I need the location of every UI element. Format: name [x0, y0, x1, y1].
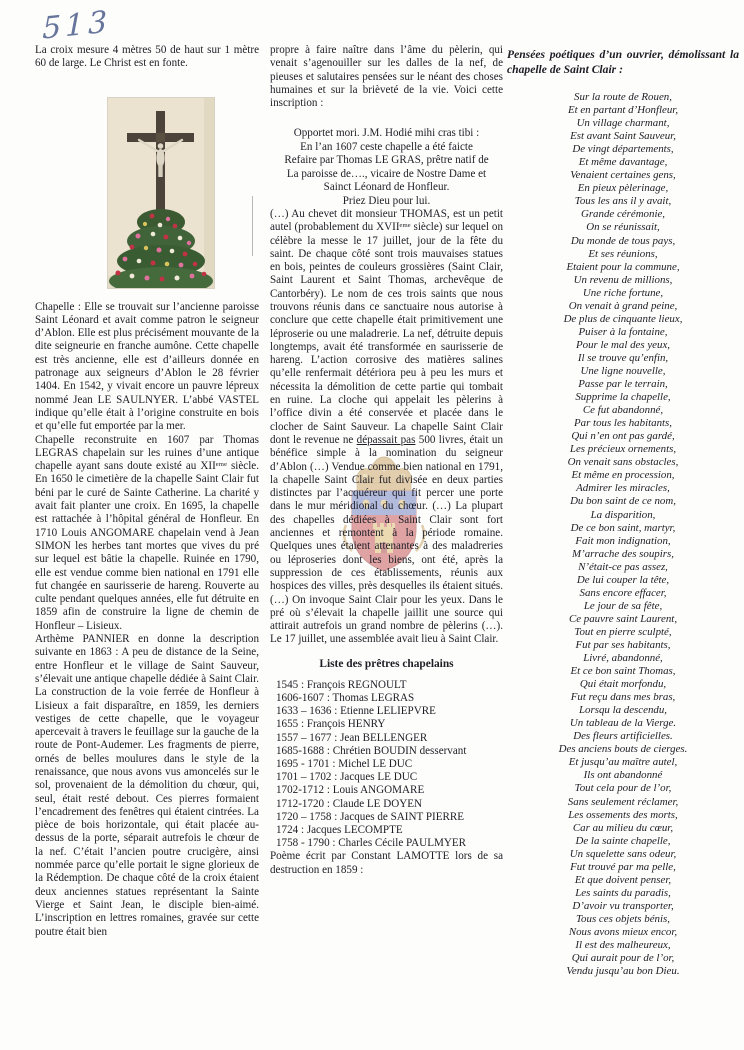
poem-line: N’était-ce pas assez,	[578, 560, 668, 573]
priest-entry: 1557 – 1677 : Jean BELLENGER	[276, 731, 428, 744]
poem-line: De la sainte chapelle,	[575, 834, 671, 847]
poem-line: Il est des malheureux,	[575, 939, 671, 952]
poem-line: Fut par ses habitants,	[575, 638, 671, 651]
poem-line: Qui était morfondu,	[579, 678, 667, 691]
poem-line: Puiser à la fontaine,	[578, 325, 668, 338]
poem-line: On venait à grand peine,	[568, 299, 678, 312]
poem-line: Un village charmant,	[576, 117, 670, 130]
priest-entry: 1724 : Jacques LECOMPTE	[276, 823, 403, 836]
poem-line: Et en partant d’Honfleur,	[567, 104, 679, 117]
poem-line: Ce fut abandonné,	[582, 404, 664, 417]
poem-line: Fait mon indignation,	[575, 534, 671, 547]
priest-entry: 1712-1720 : Claude LE DOYEN	[276, 797, 423, 810]
poem-line: Des anciens bouts de cierges.	[558, 743, 688, 756]
poem-line: Ce pauvre saint Laurent,	[568, 612, 678, 625]
poem-line: Etaient pour la commune,	[566, 260, 680, 273]
poem-line: Livré, abandonné,	[583, 652, 663, 665]
poem-line: De ce bon saint, martyr,	[570, 521, 676, 534]
poem-line: La disparition,	[590, 508, 656, 521]
inscription-line: Refaire par Thomas LE GRAS, prêtre natif de	[284, 154, 489, 167]
priest-entry: 1702-1712 : Louis ANGOMARE	[276, 784, 425, 797]
poem-line: Des fleurs artificielles.	[573, 730, 673, 743]
poem-line: Qui aurait pour de l’or,	[571, 952, 675, 965]
poem-line: Et que doivent penser,	[574, 873, 672, 886]
inscription-line: Priez Dieu pour lui.	[342, 194, 431, 207]
thomas-description-paragraph	[270, 208, 503, 647]
description-text-before: (…) Au chevet dit monsieur THOMAS, est un petit autel (probablement du XVIIᵉᵐᵉ siècle) sur lequel on célèbre la messe le 17 juillet, jour de la fête du saint. De chaque côté sont trois mauvaises statues en bois, peintes de couleurs grossières (Saint Clair, Saint Laurent et Saint Thomas, archevêque de Cantorbéry). Le nom de ces trois saints que nous trouvons réunis dans ce sanctuaire nous autorise à conclure que cette chapelle était primitivement une léproserie ou une maladrerie. La nef, détruite depuis longtemps, avait été transformée en saurisserie de hareng. L’action corrosive des matières salines qu’elle renfermait détériora peu à peu les murs et nécessita la démolition de cette partie qui tombait en ruine. La cloche qui appelait les pèlerins à l’office divin a été conservée et placée dans le clocher de Saint Sauveur. La chapelle Saint Clair dont le revenue ne	[270, 207, 503, 446]
poem-line: Et ce bon saint Thomas,	[570, 665, 676, 678]
priest-entry: 1655 : François HENRY	[276, 718, 386, 731]
poem-attribution-paragraph: Poème écrit par Constant LAMOTTE lors de sa destruction en 1859 :	[270, 850, 503, 876]
inscription-line: Opportet mori. J.M. Hodié mihi cras tibi :	[293, 127, 480, 140]
chapelle-history-paragraph: Chapelle : Elle se trouvait sur l’ancienne paroisse Saint Léonard et avait comme patron le seigneur d’Ablon. Elle est plus précisément mouvante de la dite seigneurie en franche aumône. Cette chapelle est très ancienne, elle est d’ailleurs donnée en patronage aux seigneurs d’Ablon le 28 février 1404. En 1542, y vivait encore un pauvre lépreux nommé Jean LE SAULNYER. L’abbé VASTEL indique qu’elle était à l’origine construite en bois et qu’elle fut emportée par la mer.	[35, 300, 259, 433]
inscription-line: Sainct Léonard de Honfleur.	[323, 181, 450, 194]
poem-line: Lorsqu la descendu,	[578, 704, 668, 717]
crucifix-with-flowers-icon	[108, 98, 214, 288]
priest-entry: 1701 – 1702 : Jacques LE DUC	[276, 771, 418, 784]
poem-line: Nous avons mieux encor,	[568, 926, 678, 938]
poem-line: Admirer les miracles,	[576, 482, 670, 495]
poem-title: Pensées poétiques d’un ouvrier, démolissant la chapelle de Saint Clair :	[507, 48, 739, 76]
poem-line: Les précieux ornements,	[569, 443, 677, 456]
priest-entry: 1545 : François REGNOULT	[276, 678, 407, 691]
poem-line: Et jusqu’au maître autel,	[568, 756, 678, 769]
poem-line: Car au milieu du cœur,	[572, 821, 674, 834]
poem-line: Une riche fortune,	[582, 286, 664, 299]
priests-list	[270, 679, 503, 851]
description-text-after: 500 livres, était un bénéfice simple à la nomination du seigneur d’Ablon (…) Vendue comme bien national en 1791, la chapelle Saint Clair fut divisée en deux parties distinctes par l’acquéreur qui fit percer une porte dans le mur méridional du chœur. (…) La plupart des chapelles dédiées à Saint Clair sont fort anciennes et remontent à la période romaine. Quelques unes étaient attenantes à des maladreries ou léproseries dont les biens, ont été, après la suppression de ces établissements, réunis aux hospices des villes, près desquelles ils étaient situés. (…) On invoque Saint Clair pour les yeux. Dans le pré où s’élevait la chapelle jaillit une source qui attirait autrefois un grand nombre de pèlerins (…). Le 17 juillet, une assemblée avait lieu à Saint Clair.	[270, 433, 504, 646]
poem-line: Sans encore effacer,	[579, 586, 667, 599]
poem-line: Le jour de sa fête,	[583, 599, 663, 612]
priest-entry: 1606-1607 : Thomas LEGRAS	[276, 691, 415, 704]
poem-line: De plus de cinquante lieux,	[563, 312, 683, 325]
priest-entry: 1685-1688 : Chrétien BOUDIN desservant	[276, 744, 467, 757]
middle-column	[270, 44, 503, 877]
inscription-line: En l’an 1607 ceste chapelle a été faicte	[300, 140, 473, 153]
cross-dimensions-paragraph: La croix mesure 4 mètres 50 de haut sur 1 mètre 60 de large. Le Christ est en fonte.	[35, 44, 259, 70]
poem-line: Tout en pierre sculpté,	[574, 625, 672, 638]
priest-entry: 1695 - 1701 : Michel LE DUC	[276, 757, 413, 770]
priest-entry: 1633 – 1636 : Etienne LELIEPVRE	[276, 705, 436, 718]
poem-line: Pour le mal des yeux,	[575, 338, 671, 351]
poem-line: Un revenu de millions,	[573, 273, 673, 286]
poem-line: On venait sans obstacles,	[567, 456, 679, 469]
poem-line: Un squelette sans odeur,	[569, 847, 677, 860]
priests-list-title: Liste des prêtres chapelains	[319, 657, 454, 670]
poem-line: Tous les ans il y avait,	[574, 195, 672, 208]
poem-line: Et même davantage,	[578, 156, 668, 169]
underlined-phrase: dépassait pas	[356, 433, 416, 446]
poem-line: D’avoir vu transporter,	[572, 899, 674, 912]
poem-line: Et ses réunions,	[588, 247, 658, 260]
poem-body	[507, 91, 739, 978]
poem-line: Les ossements des morts,	[568, 808, 678, 821]
poem-line: Les saints du paradis,	[575, 886, 671, 899]
poem-line: Une ligne nouvelle,	[580, 364, 666, 377]
crucifix-photo	[108, 98, 214, 288]
poem-line: Fut trouvé par ma pelle,	[570, 860, 676, 873]
poem-line: En pieux pèlerinage,	[577, 182, 669, 195]
poem-line: Il se trouve qu’enfin,	[577, 351, 669, 364]
right-column	[507, 48, 739, 978]
poem-line: M’arrache des soupirs,	[572, 547, 674, 560]
poem-line: Passe par le terrain,	[578, 378, 668, 391]
priest-entry: 1720 – 1758 : Jacques de SAINT PIERRE	[276, 810, 465, 823]
poem-line: Par tous les habitants,	[573, 417, 673, 430]
left-column	[35, 44, 259, 939]
poem-line: Sur la route de Rouen,	[574, 91, 672, 103]
poem-line: Qui n’en ont pas gardé,	[571, 430, 675, 443]
poem-line: Fut reçu dans mes bras,	[570, 691, 676, 704]
chapel-inscription-block	[270, 127, 503, 207]
poem-line: Tous ces objets bénis,	[576, 912, 670, 925]
inscription-line: La paroisse de…., vicaire de Nostre Dame et	[286, 167, 487, 180]
handwritten-page-number: 513	[42, 4, 112, 47]
poem-line: Un tableau de la Vierge.	[569, 717, 677, 730]
poem-line: Et même en procession,	[571, 469, 675, 482]
poem-line: On se réunissait,	[586, 221, 660, 234]
inscription-intro-paragraph: propre à faire naître dans l’âme du pèlerin, qui venait s’agenouiller sur les dalles de la nef, de pieuses et salutaires pensées sur le néant des choses humaines et sur la brièveté de la vie. Voici cette inscription :	[270, 44, 503, 110]
poem-line: Ils ont abandonné	[583, 769, 663, 782]
poem-line: Sans seulement réclamer,	[567, 795, 679, 808]
poem-line: Tout cela pour de l’or,	[574, 782, 672, 795]
poem-line: Est avant Saint Sauveur,	[570, 130, 676, 143]
chapelle-reconstruction-paragraph: Chapelle reconstruite en 1607 par Thomas LEGRAS chapelain sur les ruines d’une antique chapelle ayant sans doute existé au XIIᵉᵐᵉ siècle. En 1650 le cimetière de la chapelle Saint Clair fut béni par le curé de Sainte Catherine. La charité y avait fait planter une croix. En 1695, la chapelle est rattachée à l’hôpital général de Honfleur. En 1710 Louis ANGOMARE chapelain vend à Jean SIMON les herbes tant mortes que vives du pré sur lequel est bâtie la chapelle. Ruinée en 1790, elle est vendue comme bien national en 1791 elle fut changée en saurisserie de hareng. Rouverte au culte pendant quelques années, elle fut détruite en 1859 afin de construire la ligne de chemin de Honfleur – Lisieux.	[35, 433, 259, 632]
poem-line: Du monde de tous pays,	[570, 234, 676, 247]
poem-line: Grande cérémonie,	[580, 208, 666, 221]
pannier-description-paragraph: Arthème PANNIER en donne la description suivante en 1863 : A peu de distance de la Seine, entre Honfleur et le village de Saint Sauveur, s’élevait une antique chapelle dédiée à Saint Clair. La construction de la voie ferrée de Honfleur à Lisieux a fait disparaître, en 1859, les derniers vestiges de cette chapelle, que le voyageur apercevait à travers le feuillage sur la gauche de la route de Pont-Audemer. Les fragments de pierre, ornés de belles moulures dans le style de la renaissance, que nous avons vus amoncelés sur le sol, provenaient de la démolition du chœur, qui, seul, était resté debout. Ces pierres formaient l’encadrement des fenêtres qui étaient cintrées. La pièce de bois horizontale, qui était placée au-dessus de la porte, séparait autrefois le chœur de la nef. C’était l’ancien poutre crucigère, ainsi nommée parce qu’elle portait le signe glorieux de la Rédemption. De chaque côté de la croix étaient deux anciennes statues représentant la Sainte Vierge et Saint Jean, le disciple bien-aimé. L’inscription en lettres romaines, gravée sur cette poutre était bien	[35, 633, 259, 938]
poem-line: De vingt départements,	[572, 143, 674, 156]
poem-line: Supprime la chapelle,	[575, 391, 671, 404]
poem-line: De lui couper la tête,	[576, 573, 670, 586]
poem-line: Venaient certaines gens,	[570, 169, 676, 182]
poem-line: Vendu jusqu’au bon Dieu.	[566, 965, 680, 978]
poem-line: Du bon saint de ce nom,	[570, 495, 676, 508]
priest-entry: 1758 - 1790 : Charles Cécile PAULMYER	[276, 837, 467, 850]
